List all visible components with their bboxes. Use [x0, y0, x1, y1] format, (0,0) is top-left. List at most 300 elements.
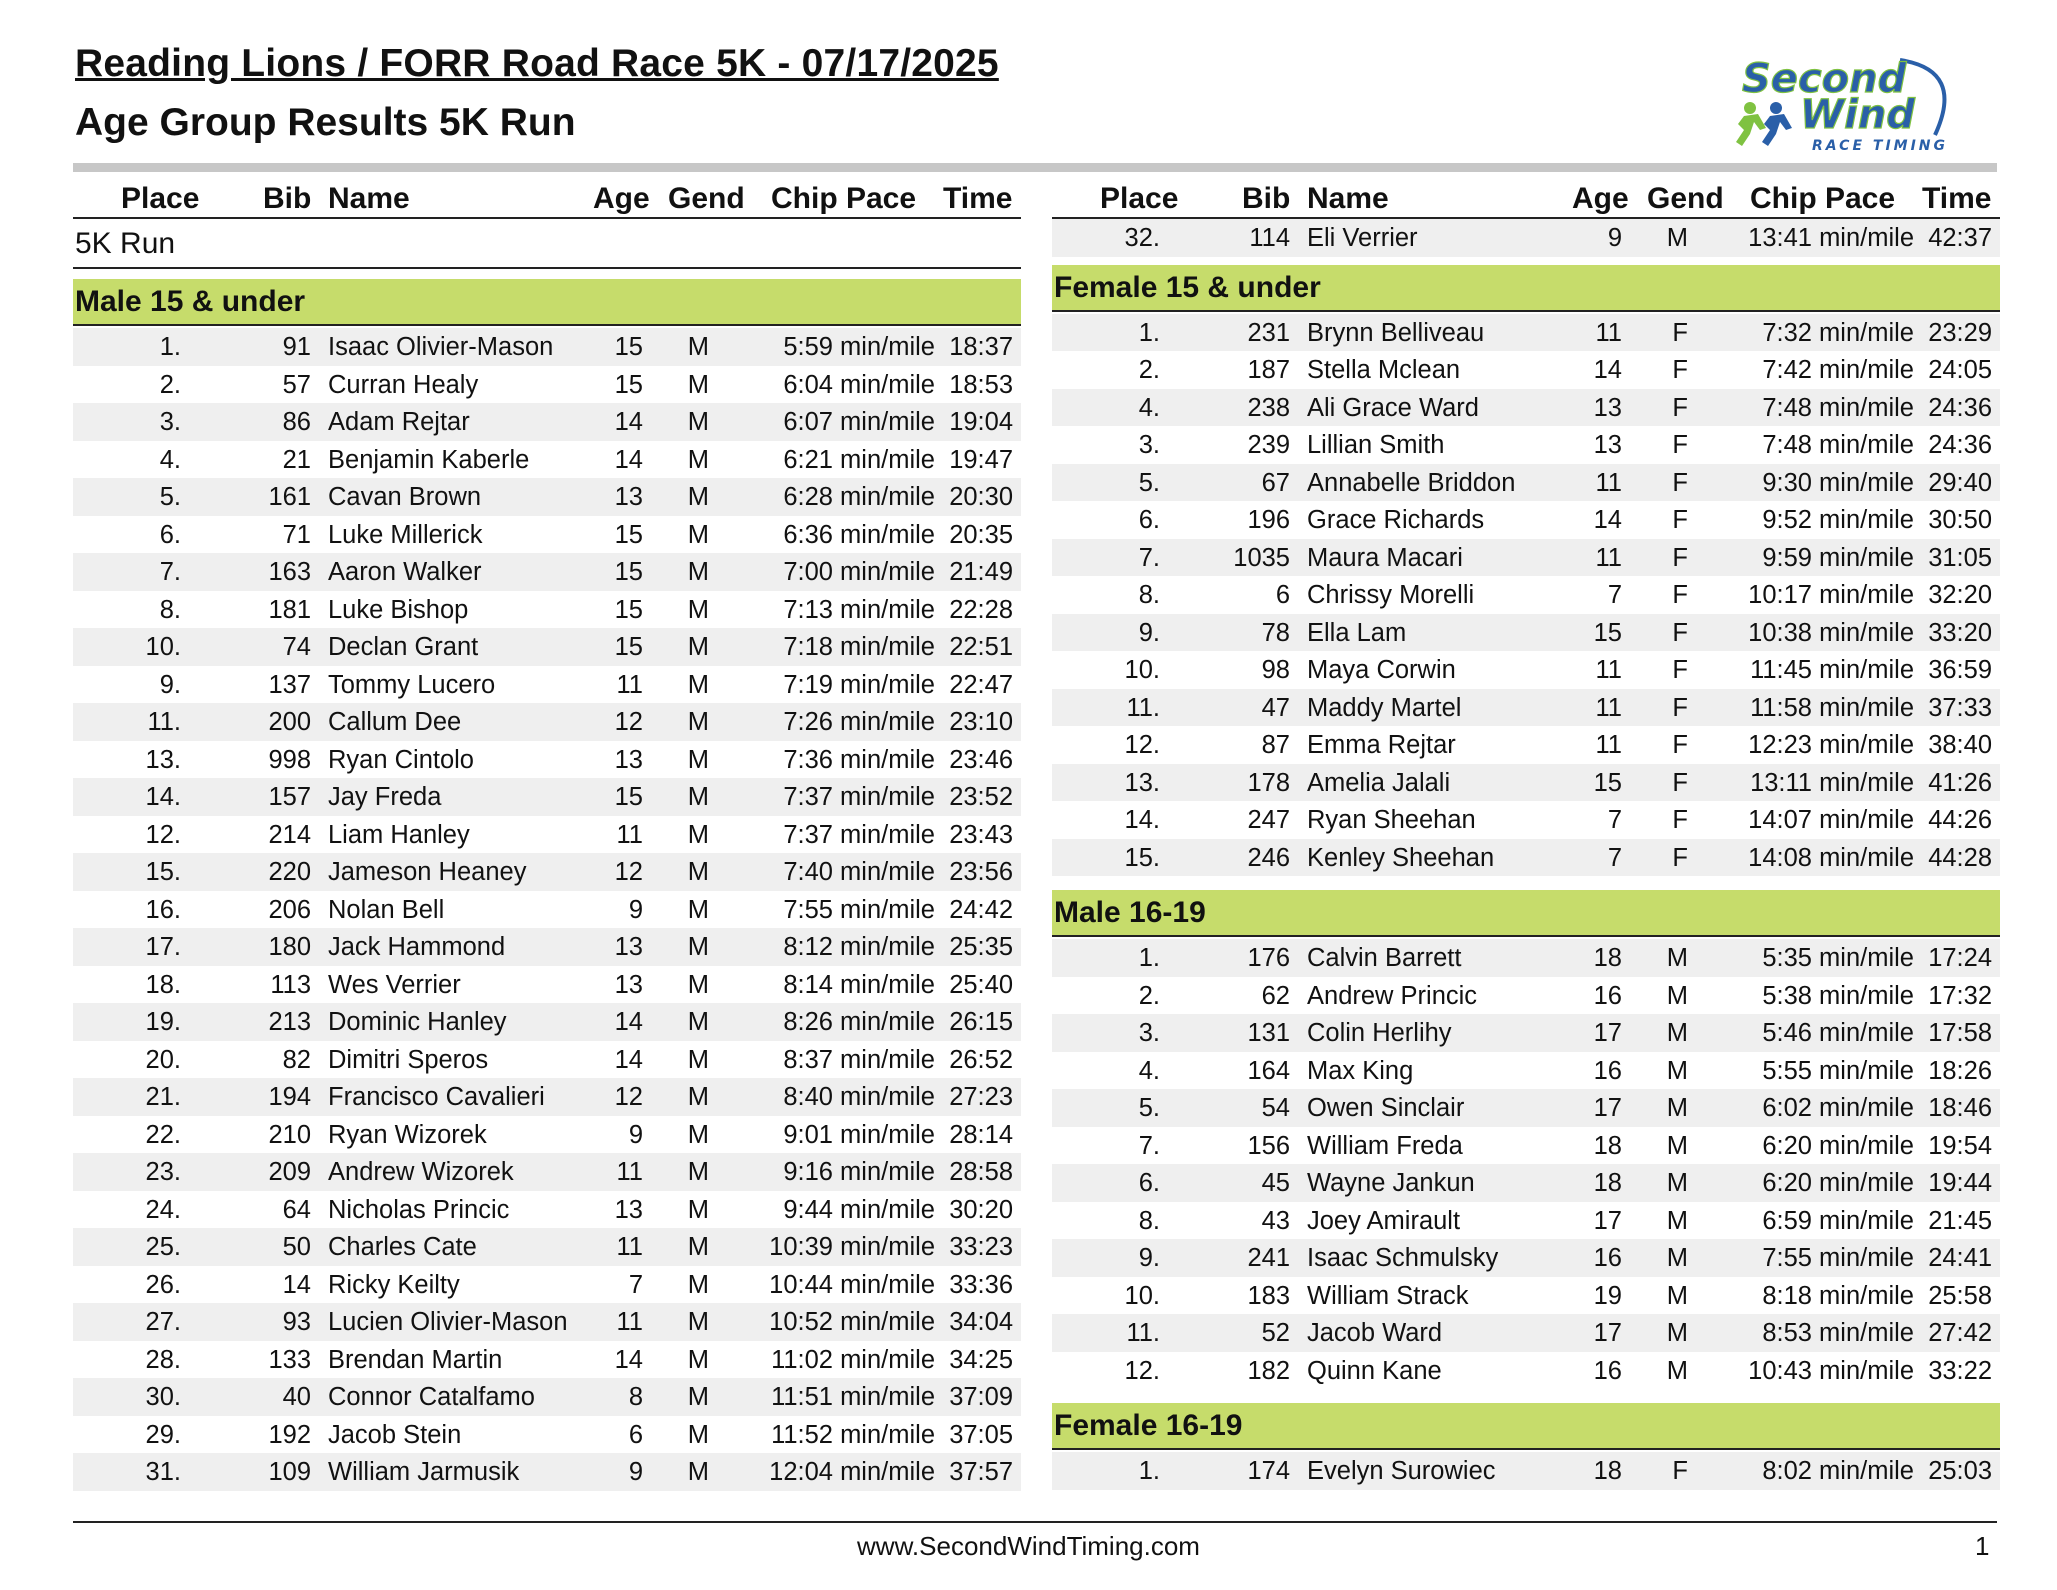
chip-pace-cell: 7:00 min/mile	[783, 558, 935, 586]
place-cell: 8.	[1138, 581, 1160, 609]
time-cell: 18:37	[949, 333, 1013, 361]
name-cell: Ryan Wizorek	[328, 1120, 487, 1149]
age-cell: 9	[1607, 224, 1622, 252]
time-cell: 24:05	[1928, 356, 1992, 384]
name-cell: Jameson Heaney	[328, 858, 527, 886]
name-cell: Brynn Belliveau	[1307, 318, 1485, 347]
time-cell: 17:58	[1928, 1019, 1992, 1047]
gender-cell: F	[1672, 768, 1688, 797]
chip-pace-cell: 6:21 min/mile	[783, 445, 935, 474]
result-row	[73, 1341, 1021, 1379]
logo-line1: Second	[1742, 56, 1907, 102]
time-cell: 22:51	[949, 633, 1013, 661]
time-cell: 25:58	[1928, 1281, 1992, 1310]
bib-cell: 247	[1247, 806, 1290, 834]
place-cell: 32.	[1124, 224, 1160, 252]
name-cell: Luke Bishop	[328, 595, 469, 624]
time-cell: 26:15	[949, 1008, 1013, 1036]
time-cell: 33:20	[1928, 618, 1992, 647]
name-cell: Dimitri Speros	[328, 1045, 489, 1074]
age-cell: 15	[614, 633, 643, 661]
age-cell: 11	[616, 1158, 643, 1186]
age-cell: 8	[628, 1383, 643, 1411]
place-cell: 1.	[1138, 944, 1160, 972]
bib-cell: 1035	[1233, 543, 1290, 572]
age-cell: 18	[1593, 1457, 1622, 1485]
bib-cell: 163	[268, 558, 311, 586]
age-cell: 9	[628, 1120, 643, 1149]
time-cell: 37:33	[1928, 693, 1992, 722]
result-row	[73, 1416, 1021, 1454]
result-row	[1052, 1127, 2000, 1165]
gender-cell: M	[1666, 224, 1688, 252]
result-row	[73, 478, 1021, 516]
place-cell: 12.	[1124, 731, 1160, 759]
age-cell: 15	[1593, 618, 1622, 647]
bib-cell: 14	[282, 1270, 311, 1299]
age-group	[1052, 1403, 2000, 1490]
age-cell: 7	[1607, 806, 1622, 834]
place-cell: 5.	[159, 483, 181, 511]
place-cell: 29.	[145, 1420, 181, 1449]
name-cell: Dominic Hanley	[328, 1008, 507, 1036]
bib-cell: 246	[1247, 843, 1290, 872]
bib-cell: 156	[1247, 1131, 1290, 1160]
time-cell: 44:26	[1928, 806, 1992, 834]
age-cell: 19	[1593, 1281, 1622, 1310]
age-cell: 14	[614, 1045, 643, 1074]
age-group	[1052, 265, 2000, 891]
place-cell: 7.	[1138, 543, 1160, 572]
name-cell: Maya Corwin	[1307, 656, 1456, 684]
chip-pace-cell: 7:40 min/mile	[783, 858, 935, 886]
result-row	[1052, 839, 2000, 877]
continued-rows	[1052, 219, 2000, 257]
gender-cell: M	[1666, 1319, 1688, 1347]
place-cell: 28.	[145, 1345, 181, 1374]
time-cell: 33:23	[949, 1233, 1013, 1261]
bib-cell: 998	[268, 745, 311, 774]
result-row	[1052, 219, 2000, 257]
name-cell: Tommy Lucero	[328, 670, 496, 699]
page-number: 1	[1975, 1531, 1990, 1561]
chip-pace-cell: 8:40 min/mile	[783, 1083, 935, 1111]
name-cell: Wayne Jankun	[1307, 1169, 1475, 1197]
header-chip-pace: Chip Pace	[1750, 182, 1896, 215]
chip-pace-cell: 7:37 min/mile	[783, 820, 935, 849]
chip-pace-cell: 8:18 min/mile	[1762, 1281, 1914, 1310]
result-row	[73, 1041, 1021, 1079]
bib-cell: 113	[270, 970, 311, 999]
age-cell: 12	[614, 708, 643, 736]
gender-cell: F	[1672, 506, 1688, 534]
gender-cell: M	[687, 633, 709, 661]
gender-cell: F	[1672, 393, 1688, 422]
place-cell: 5.	[1138, 468, 1160, 497]
gender-cell: M	[687, 1270, 709, 1299]
name-cell: Maddy Martel	[1307, 693, 1462, 722]
result-row	[73, 1153, 1021, 1191]
chip-pace-cell: 11:52 min/mile	[771, 1420, 935, 1449]
chip-pace-cell: 13:11 min/mile	[1750, 768, 1914, 797]
chip-pace-cell: 8:12 min/mile	[783, 933, 935, 961]
name-cell: Brendan Martin	[328, 1345, 503, 1374]
name-cell: Amelia Jalali	[1307, 768, 1451, 797]
page-title: Reading Lions / FORR Road Race 5K - 07/17/2025	[75, 42, 999, 85]
bib-cell: 239	[1247, 431, 1290, 459]
chip-pace-cell: 7:32 min/mile	[1762, 318, 1914, 347]
time-cell: 27:23	[949, 1083, 1013, 1111]
result-row	[73, 1453, 1021, 1491]
gender-cell: M	[687, 520, 709, 549]
name-cell: Emma Rejtar	[1307, 731, 1456, 759]
name-cell: Andrew Princic	[1307, 981, 1478, 1010]
name-cell: Grace Richards	[1307, 506, 1485, 534]
logo-line2: Wind	[1800, 92, 1915, 138]
place-cell: 8.	[1138, 1206, 1160, 1235]
name-cell: Luke Millerick	[328, 520, 483, 549]
place-cell: 4.	[159, 445, 181, 474]
result-row	[73, 1228, 1021, 1266]
age-cell: 7	[628, 1270, 643, 1299]
age-cell: 15	[1593, 768, 1622, 797]
place-cell: 1.	[1138, 1457, 1160, 1485]
result-row	[1052, 464, 2000, 502]
result-row	[73, 553, 1021, 591]
gender-cell: F	[1672, 656, 1688, 684]
bib-cell: 57	[282, 370, 311, 399]
time-cell: 24:36	[1928, 393, 1992, 422]
result-row	[73, 666, 1021, 704]
name-cell: Callum Dee	[328, 708, 462, 736]
name-cell: Lucien Olivier-Mason	[328, 1308, 568, 1336]
result-row	[1052, 501, 2000, 539]
age-cell: 15	[614, 520, 643, 549]
header-place: Place	[121, 182, 200, 215]
bib-cell: 196	[1247, 506, 1290, 534]
gender-cell: M	[687, 408, 709, 436]
bib-cell: 40	[282, 1383, 311, 1411]
chip-pace-cell: 7:48 min/mile	[1762, 393, 1914, 422]
chip-pace-cell: 7:18 min/mile	[783, 633, 935, 661]
result-row	[73, 1266, 1021, 1304]
time-cell: 25:35	[949, 933, 1013, 961]
result-row	[73, 1116, 1021, 1154]
gender-cell: M	[1666, 944, 1688, 972]
second-wind-logo	[1720, 50, 1980, 160]
time-cell: 33:36	[949, 1270, 1013, 1299]
age-cell: 13	[1593, 393, 1622, 422]
bib-cell: 164	[1247, 1056, 1290, 1085]
gender-cell: M	[687, 595, 709, 624]
bib-cell: 50	[282, 1233, 311, 1261]
place-cell: 3.	[159, 408, 181, 436]
result-row	[73, 966, 1021, 1004]
bib-cell: 187	[1247, 356, 1290, 384]
time-cell: 25:03	[1928, 1457, 1992, 1485]
age-cell: 15	[614, 558, 643, 586]
header-time: Time	[1922, 182, 1992, 215]
age-cell: 13	[614, 483, 643, 511]
place-cell: 3.	[1138, 1019, 1160, 1047]
result-row	[73, 591, 1021, 629]
age-cell: 14	[614, 1345, 643, 1374]
name-cell: Ryan Sheehan	[1307, 806, 1476, 834]
chip-pace-cell: 12:04 min/mile	[769, 1458, 935, 1486]
chip-pace-cell: 6:28 min/mile	[783, 483, 935, 511]
gender-cell: M	[687, 745, 709, 774]
header-bib: Bib	[263, 182, 312, 215]
bib-cell: 54	[1261, 1094, 1290, 1122]
name-cell: Ricky Keilty	[328, 1270, 460, 1299]
bib-cell: 74	[282, 633, 311, 661]
name-cell: Wes Verrier	[328, 970, 461, 999]
bib-cell: 178	[1247, 768, 1290, 797]
gender-cell: F	[1672, 843, 1688, 872]
bib-cell: 98	[1261, 656, 1290, 684]
result-row	[1052, 651, 2000, 689]
result-row	[73, 816, 1021, 854]
name-cell: Isaac Schmulsky	[1307, 1244, 1499, 1272]
result-row	[73, 928, 1021, 966]
bib-cell: 182	[1247, 1356, 1290, 1385]
result-row	[1052, 764, 2000, 802]
gender-cell: M	[1666, 1131, 1688, 1160]
age-cell: 14	[1593, 506, 1622, 534]
place-cell: 22.	[145, 1120, 181, 1149]
place-cell: 10.	[1124, 1281, 1160, 1310]
header-time: Time	[943, 182, 1013, 215]
result-row	[73, 853, 1021, 891]
bib-cell: 67	[1261, 468, 1290, 497]
chip-pace-cell: 6:20 min/mile	[1762, 1169, 1914, 1197]
bib-cell: 174	[1247, 1457, 1290, 1485]
bib-cell: 180	[268, 933, 311, 961]
chip-pace-cell: 9:44 min/mile	[783, 1195, 935, 1224]
chip-pace-cell: 6:02 min/mile	[1762, 1094, 1914, 1122]
gender-cell: M	[687, 1233, 709, 1261]
name-cell: William Strack	[1307, 1281, 1469, 1310]
age-cell: 11	[1595, 543, 1622, 572]
gender-cell: F	[1672, 543, 1688, 572]
time-cell: 18:26	[1928, 1056, 1992, 1085]
bib-cell: 176	[1247, 944, 1290, 972]
place-cell: 14.	[1124, 806, 1160, 834]
name-cell: Quinn Kane	[1307, 1356, 1442, 1385]
name-cell: Ali Grace Ward	[1307, 393, 1479, 422]
time-cell: 21:49	[949, 558, 1013, 586]
place-cell: 6.	[1138, 506, 1160, 534]
gender-cell: M	[687, 970, 709, 999]
bib-cell: 114	[1249, 224, 1290, 252]
chip-pace-cell: 7:37 min/mile	[783, 783, 935, 811]
result-row	[1052, 576, 2000, 614]
age-cell: 15	[614, 783, 643, 811]
gender-cell: M	[687, 483, 709, 511]
bib-cell: 62	[1261, 981, 1290, 1010]
gender-cell: M	[1666, 1094, 1688, 1122]
time-cell: 19:44	[1928, 1169, 1992, 1197]
result-row	[1052, 314, 2000, 352]
time-cell: 27:42	[1928, 1319, 1992, 1347]
place-cell: 1.	[159, 333, 181, 361]
bib-cell: 231	[1247, 318, 1290, 347]
chip-pace-cell: 7:26 min/mile	[783, 708, 935, 736]
gender-cell: M	[687, 858, 709, 886]
time-cell: 18:46	[1928, 1094, 1992, 1122]
result-row	[73, 778, 1021, 816]
gender-cell: M	[1666, 1169, 1688, 1197]
place-cell: 11.	[1126, 1319, 1160, 1347]
bib-cell: 78	[1261, 618, 1290, 647]
result-row	[1052, 1314, 2000, 1352]
gender-cell: F	[1672, 468, 1688, 497]
place-cell: 10.	[1124, 656, 1160, 684]
result-row	[1052, 977, 2000, 1015]
gender-cell: M	[1666, 1056, 1688, 1085]
logo-line3: RACE TIMING	[1812, 138, 1949, 154]
name-cell: Max King	[1307, 1056, 1414, 1085]
name-cell: William Jarmusik	[328, 1458, 520, 1486]
age-group-title: Female 15 & under	[1052, 265, 2000, 312]
gender-cell: F	[1672, 806, 1688, 834]
bib-cell: 133	[268, 1345, 311, 1374]
chip-pace-cell: 10:17 min/mile	[1748, 581, 1914, 609]
name-cell: Ryan Cintolo	[328, 745, 474, 774]
chip-pace-cell: 5:35 min/mile	[1762, 944, 1914, 972]
name-cell: Aaron Walker	[328, 558, 482, 586]
place-cell: 26.	[145, 1270, 181, 1299]
chip-pace-cell: 10:39 min/mile	[769, 1233, 935, 1261]
age-cell: 13	[614, 933, 643, 961]
name-cell: Benjamin Kaberle	[328, 445, 530, 474]
age-cell: 11	[1595, 693, 1622, 722]
time-cell: 29:40	[1928, 468, 1992, 497]
bib-cell: 194	[268, 1083, 311, 1111]
right-groups	[1052, 265, 2000, 1490]
gender-cell: M	[687, 1083, 709, 1111]
gender-cell: M	[1666, 1019, 1688, 1047]
gender-cell: M	[687, 895, 709, 924]
age-cell: 14	[614, 445, 643, 474]
bib-cell: 183	[1247, 1281, 1290, 1310]
name-cell: Jack Hammond	[328, 933, 506, 961]
time-cell: 28:58	[949, 1158, 1013, 1186]
gender-cell: M	[687, 933, 709, 961]
name-cell: Ella Lam	[1307, 618, 1407, 647]
name-cell: Lillian Smith	[1307, 431, 1445, 459]
bib-cell: 43	[1261, 1206, 1290, 1235]
bib-cell: 91	[282, 333, 311, 361]
age-group	[1052, 890, 2000, 1403]
result-row	[1052, 1014, 2000, 1052]
age-cell: 17	[1593, 1319, 1622, 1347]
left-groups	[73, 279, 1021, 1491]
place-cell: 4.	[1138, 393, 1160, 422]
bib-cell: 45	[1261, 1169, 1290, 1197]
chip-pace-cell: 10:38 min/mile	[1748, 618, 1914, 647]
bib-cell: 71	[282, 520, 311, 549]
age-cell: 16	[1593, 1056, 1622, 1085]
place-cell: 19.	[145, 1008, 181, 1036]
place-cell: 10.	[145, 633, 181, 661]
time-cell: 42:37	[1928, 224, 1992, 252]
age-cell: 11	[1595, 468, 1622, 497]
result-row	[1052, 1239, 2000, 1277]
time-cell: 38:40	[1928, 731, 1992, 759]
place-cell: 7.	[1138, 1131, 1160, 1160]
result-row	[73, 1078, 1021, 1116]
place-cell: 18.	[145, 970, 181, 999]
bib-cell: 213	[268, 1008, 311, 1036]
bib-cell: 93	[282, 1308, 311, 1336]
result-row	[1052, 726, 2000, 764]
result-row	[1052, 801, 2000, 839]
time-cell: 37:05	[949, 1420, 1013, 1449]
chip-pace-cell: 8:14 min/mile	[783, 970, 935, 999]
bib-cell: 209	[268, 1158, 311, 1186]
time-cell: 41:26	[1928, 768, 1992, 797]
result-row	[1052, 689, 2000, 727]
place-cell: 6.	[1138, 1169, 1160, 1197]
result-row	[1052, 351, 2000, 389]
place-cell: 4.	[1138, 1056, 1160, 1085]
chip-pace-cell: 5:55 min/mile	[1762, 1056, 1914, 1085]
result-row	[73, 516, 1021, 554]
place-cell: 25.	[145, 1233, 181, 1261]
time-cell: 17:32	[1928, 981, 1992, 1010]
column-header	[73, 172, 1021, 219]
age-cell: 11	[616, 1233, 643, 1261]
result-row	[73, 628, 1021, 666]
bib-cell: 220	[268, 858, 311, 886]
chip-pace-cell: 6:07 min/mile	[783, 408, 935, 436]
result-row	[1052, 1052, 2000, 1090]
time-cell: 26:52	[949, 1045, 1013, 1074]
gender-cell: F	[1672, 318, 1688, 347]
name-cell: Curran Healy	[328, 370, 479, 399]
gender-cell: F	[1672, 581, 1688, 609]
chip-pace-cell: 8:26 min/mile	[783, 1008, 935, 1036]
header-age: Age	[1572, 182, 1629, 215]
time-cell: 24:42	[949, 895, 1013, 924]
age-cell: 18	[1593, 944, 1622, 972]
age-cell: 11	[1595, 656, 1622, 684]
bib-cell: 192	[268, 1420, 311, 1449]
place-cell: 17.	[145, 933, 181, 961]
name-cell: Cavan Brown	[328, 483, 482, 511]
gender-cell: M	[687, 1458, 709, 1486]
place-cell: 8.	[159, 595, 181, 624]
bib-cell: 6	[1275, 581, 1290, 609]
name-cell: Liam Hanley	[328, 820, 470, 849]
gender-cell: M	[687, 445, 709, 474]
bib-cell: 161	[268, 483, 311, 511]
footer-rule	[73, 1521, 1997, 1523]
top-rule	[73, 163, 1997, 172]
header-chip-pace: Chip Pace	[771, 182, 917, 215]
header-age: Age	[593, 182, 650, 215]
age-cell: 13	[1593, 431, 1622, 459]
name-cell: Joey Amirault	[1307, 1206, 1461, 1235]
result-row	[73, 366, 1021, 404]
result-row	[73, 1003, 1021, 1041]
chip-pace-cell: 10:43 min/mile	[1748, 1356, 1914, 1385]
place-cell: 9.	[159, 670, 181, 699]
time-cell: 19:47	[949, 445, 1013, 474]
place-cell: 13.	[145, 745, 181, 774]
age-cell: 13	[614, 745, 643, 774]
